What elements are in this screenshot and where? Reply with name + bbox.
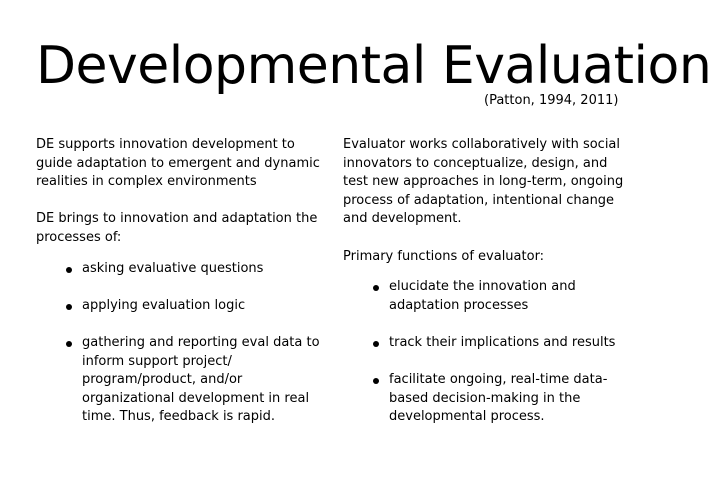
bullet-text: facilitate ongoing, real-time data-based decision-making in the developmental process.: [389, 372, 608, 425]
list-item: [373, 371, 633, 427]
list-item: [66, 334, 322, 427]
list-item: [66, 297, 322, 316]
bullet-text: track their implications and results: [389, 334, 616, 350]
bullet-icon: [373, 378, 379, 384]
right-paragraph-2: Primary functions of evaluator:: [343, 248, 545, 264]
list-item: [66, 260, 322, 279]
spacer: [343, 229, 633, 248]
spacer: [343, 266, 633, 278]
right-bullet-list: [343, 278, 633, 427]
bullet-text: asking evaluative questions: [82, 260, 264, 276]
slide-title: Developmental Evaluation: [36, 36, 711, 96]
bullet-icon: [66, 267, 72, 273]
bullet-text: gathering and reporting eval data to inform support project/ program/product, and/or organizational development in real time. Thus, feedback is rapid.: [82, 334, 320, 425]
spacer: [343, 315, 633, 334]
left-bullet-list: [36, 260, 322, 427]
left-column: [36, 136, 322, 427]
spacer: [36, 315, 322, 334]
right-paragraph-1: Evaluator works collaboratively with social innovators to conceptualize, design, and test new approaches in long-term, ongoing process of adaptation, intentional change and development.: [343, 137, 624, 227]
bullet-icon: [373, 285, 379, 291]
left-paragraph-2: DE brings to innovation and adaptation the processes of:: [36, 211, 318, 245]
bullet-icon: [66, 304, 72, 310]
spacer: [36, 248, 322, 260]
spacer: [343, 353, 633, 372]
bullet-text: elucidate the innovation and adaptation processes: [389, 279, 576, 313]
list-item: [373, 278, 633, 315]
bullet-icon: [373, 341, 379, 347]
right-column: [343, 136, 633, 427]
spacer: [36, 192, 322, 211]
left-paragraph-1: DE supports innovation development to guide adaptation to emergent and dynamic realities in complex environments: [36, 137, 320, 190]
list-item: [373, 334, 633, 353]
bullet-icon: [66, 341, 72, 347]
bullet-text: applying evaluation logic: [82, 297, 246, 313]
citation: (Patton, 1994, 2011): [484, 93, 619, 108]
spacer: [36, 278, 322, 297]
